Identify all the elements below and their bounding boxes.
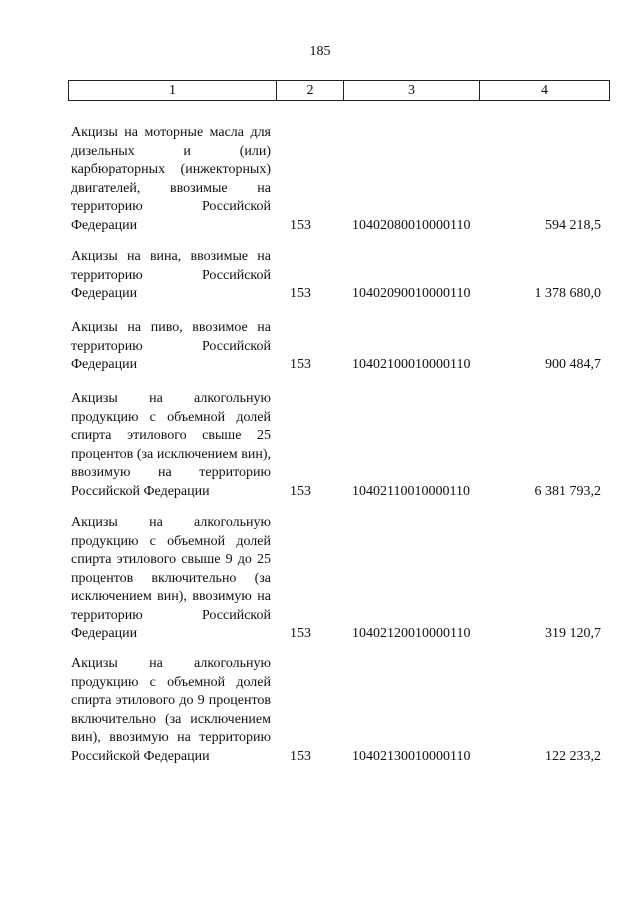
row-kbk: 10402110010000110: [352, 483, 470, 499]
header-col-4: 4: [541, 83, 548, 98]
row-kbk: 10402090010000110: [352, 286, 471, 301]
row-kbk: 10402130010000110: [352, 748, 471, 764]
table-row: [71, 124, 601, 235]
row-description: Акцизы на моторные масла для дизельных и (или) карбюраторных (инжекторных) двигателей, ввозимые на территорию Российской Федерации: [71, 125, 271, 233]
row-kbk: 10402100010000110: [352, 357, 471, 372]
row-admin-code: 153: [290, 483, 311, 499]
row-amount: 6 381 793,2: [534, 483, 601, 499]
row-kbk: 10402080010000110: [352, 217, 471, 233]
header-col-2: 2: [277, 81, 344, 100]
row-description: Акцизы на пиво, ввозимое на территорию Российской Федерации: [71, 320, 271, 372]
row-admin-code: 153: [290, 357, 311, 372]
table-row: [71, 319, 601, 375]
row-admin-code: 153: [290, 217, 311, 233]
row-description: Акцизы на вина, ввозимые на территорию Российской Федерации: [71, 249, 271, 301]
header-col-1: 1: [69, 81, 277, 100]
row-amount: 1 378 680,0: [534, 286, 601, 301]
table-row: [71, 514, 601, 644]
row-amount: 594 218,5: [545, 217, 601, 233]
table-row: [71, 655, 601, 766]
row-amount: 900 484,7: [545, 357, 601, 372]
table-header: [68, 80, 610, 101]
table-row: [71, 248, 601, 304]
row-admin-code: 153: [290, 286, 311, 301]
header-col-3: 3: [344, 81, 480, 100]
row-description: Акцизы на алкогольную продукцию с объемной долей спирта этилового свыше 25 процентов (за исключением вин), ввозимую на территорию Российской Федерации: [71, 391, 271, 499]
page-number: 185: [309, 44, 331, 59]
row-description: Акцизы на алкогольную продукцию с объемной долей спирта этилового до 9 процентов включительно (за исключением вин), ввозимую на территорию Российской Федерации: [71, 656, 271, 764]
row-amount: 122 233,2: [545, 748, 601, 764]
row-kbk: 10402120010000110: [352, 626, 471, 641]
row-description: Акцизы на алкогольную продукцию с объемной долей спирта этилового свыше 9 до 25 процентов включительно (за исключением вин), ввозимую на территорию Российской Федерации: [71, 515, 271, 641]
row-admin-code: 153: [290, 626, 311, 641]
table-row: [71, 390, 601, 501]
row-amount: 319 120,7: [545, 626, 601, 641]
row-admin-code: 153: [290, 748, 311, 764]
